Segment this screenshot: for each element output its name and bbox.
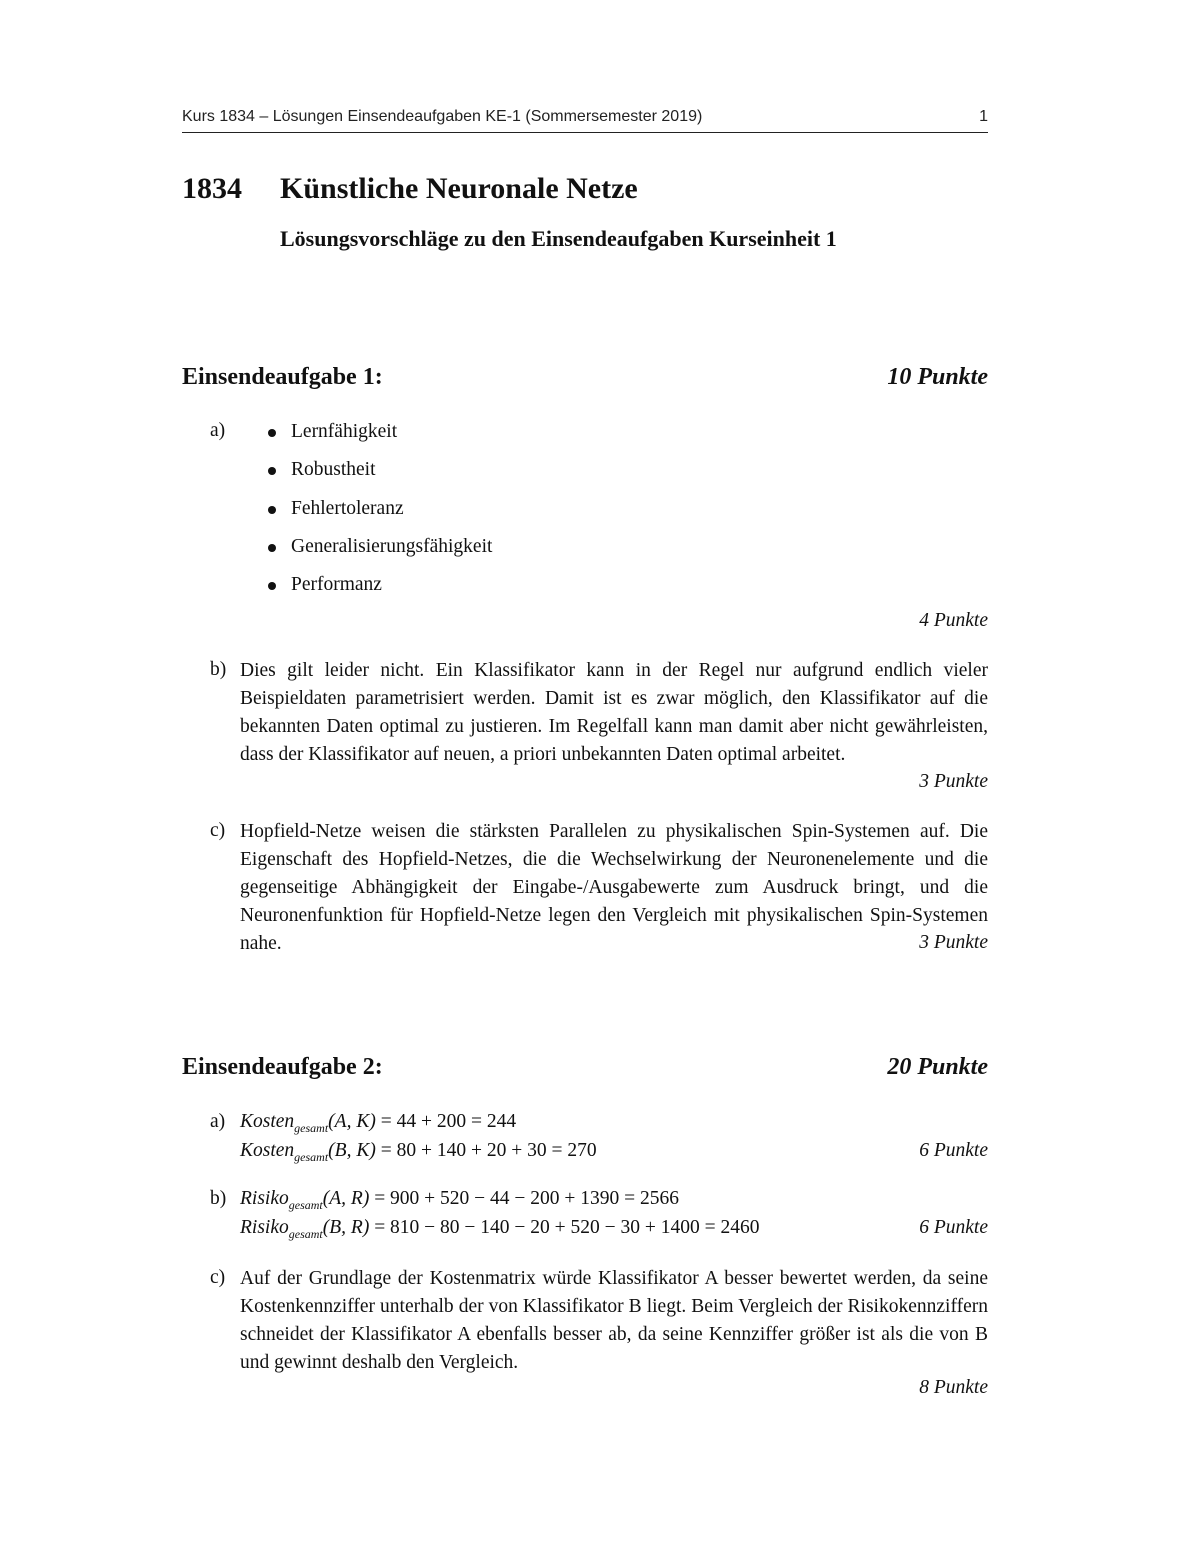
list-item: Performanz	[268, 573, 492, 611]
course-number: 1834	[182, 172, 242, 205]
task1-b-text: Dies gilt leider nicht. Ein Klassifikator kann in der Regel nur aufgrund endlich vieler Beispieldaten parametrisiert werden. Damit ist es zwar möglich, den Klassifikator auf die bekannten Daten optimal zu justieren. Im Regelfall kann man damit aber nicht gewährleisten, dass der Klassifikator auf neuen, a priori unbekannten Daten optimal arbeitet.	[240, 660, 988, 765]
task2-b-label: b)	[210, 1188, 227, 1209]
task1-c-label: c)	[210, 820, 226, 841]
task2-points: 20 Punkte	[887, 1054, 988, 1080]
page-number: 1	[979, 108, 988, 125]
list-item: Fehlertoleranz	[268, 497, 492, 535]
task1-c-text: Hopfield-Netze weisen die stärksten Parallelen zu physikalischen Spin-Systemen auf. Die Eigenschaft des Hopfield-Netzes, die die Wechselwirkung der Neuronenelemente und die gegenseitige Abhängigkeit der Eingabe-/Ausgabewerte zum Ausdruck bringt, und die Neuronenfunktion für Hopfield-Netze legen den Vergleich mit physikalischen Spin-Systemen nahe.	[240, 821, 988, 954]
task1-a-list	[268, 420, 492, 611]
task2-c-text: Auf der Grundlage der Kostenmatrix würde Klassifikator A besser bewertet werden, da seine Kostenkennziffer unterhalb der von Klassifikator B liegt. Beim Vergleich der Risikokennziffern schneidet der Klassifikator A ebenfalls besser ab, da seine Kennziffer größer ist als die von B und gewinnt deshalb den Vergleich.	[240, 1268, 988, 1373]
list-item: Robustheit	[268, 458, 492, 496]
task2-c-label: c)	[210, 1267, 226, 1288]
task1-b-points: 3 Punkte	[919, 771, 988, 792]
task2-heading: Einsendeaufgabe 2:	[182, 1054, 383, 1080]
task1-heading-row	[182, 364, 988, 398]
task1-heading: Einsendeaufgabe 1:	[182, 364, 383, 390]
task2-a-label: a)	[210, 1111, 226, 1132]
task2-a-formula-1: Kosten$_{gesamt}$(A, K) = 44 + 200 = 244	[240, 1111, 517, 1135]
document-page	[182, 0, 988, 1553]
task1-a-points: 4 Punkte	[919, 610, 988, 631]
bullet-icon	[268, 544, 276, 552]
task2-a-points: 6 Punkte	[919, 1140, 988, 1161]
task2-b-formula-2: Risiko$_{gesamt}$(B, R) = 810 − 80 − 140 − 20 + 520 − 30 + 1400 = 2460	[240, 1217, 760, 1241]
task2-b-points: 6 Punkte	[919, 1217, 988, 1238]
task2-b-formula-1: Risiko$_{gesamt}$(A, R) = 900 + 520 − 44 − 200 + 1390 = 2566	[240, 1188, 680, 1212]
bullet-icon	[268, 429, 276, 437]
task2-heading-row	[182, 1054, 988, 1088]
bullet-icon	[268, 582, 276, 590]
running-header	[182, 106, 988, 133]
task2-c-points: 8 Punkte	[919, 1377, 988, 1398]
bullet-icon	[268, 506, 276, 514]
task2-a-formula-2: Kosten$_{gesamt}$(B, K) = 80 + 140 + 20 + 30 = 270	[240, 1140, 597, 1164]
task1-points: 10 Punkte	[887, 364, 988, 390]
list-item: Lernfähigkeit	[268, 420, 492, 458]
task1-b-label: b)	[210, 659, 227, 680]
list-item: Generalisierungsfähigkeit	[268, 535, 492, 573]
bullet-icon	[268, 467, 276, 475]
task1-c-points: 3 Punkte	[919, 932, 988, 953]
document-title	[182, 172, 638, 206]
task1-a-label: a)	[210, 420, 226, 441]
document-subtitle: Lösungsvorschläge zu den Einsendeaufgaben Kurseinheit 1	[280, 226, 837, 251]
course-title: Künstliche Neuronale Netze	[280, 172, 638, 205]
header-course-title: Kurs 1834 – Lösungen Einsendeaufgaben KE-1 (Sommersemester 2019)	[182, 108, 703, 125]
